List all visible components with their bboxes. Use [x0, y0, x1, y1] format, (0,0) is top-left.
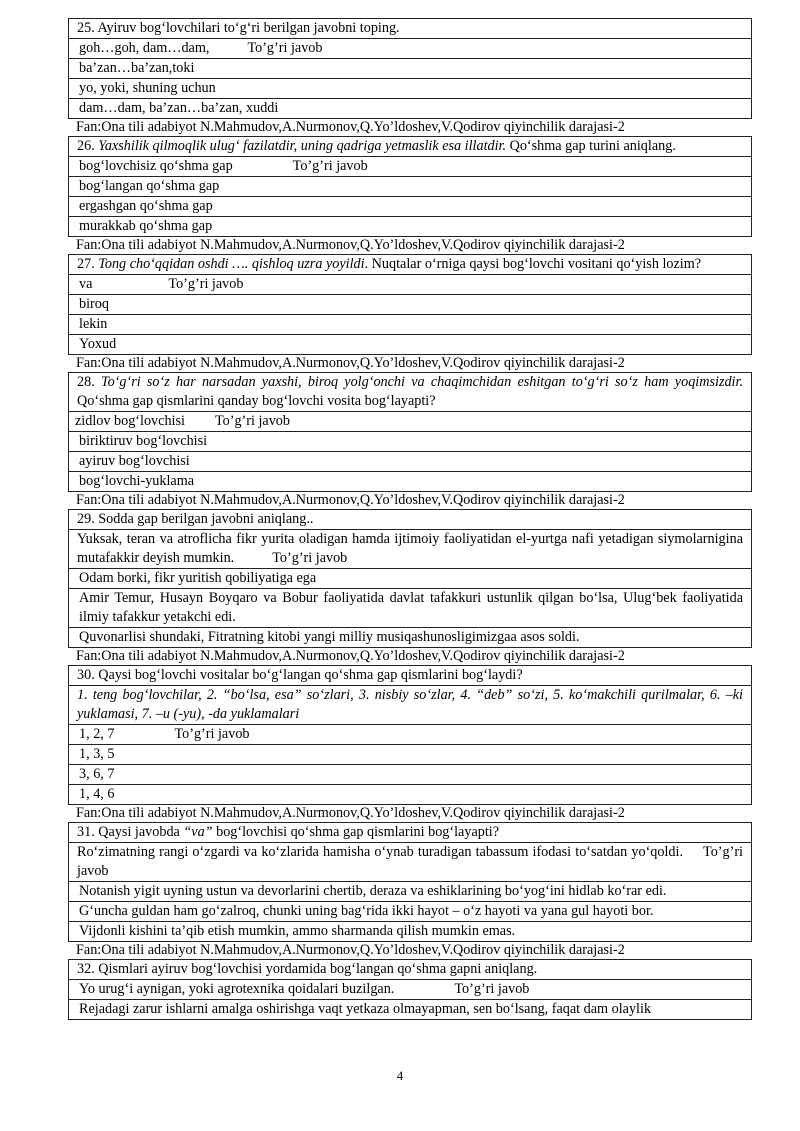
meta-line: Fan:Ona tili adabiyot N.Mahmudov,A.Nurmonov,Q.Yo’ldoshev,V.Qodirov qiyinchilik darajasi-2 — [76, 119, 625, 135]
correct-answer-mark: To’g’ri javob — [168, 276, 244, 292]
correct-answer-mark: To’g’ri javob — [272, 550, 348, 566]
q29-option-1: Yuksak, teran va atroflicha fikr yurita oladigan hamda ijtimoiy faoliyatidan el-yurtga nafi yetadigan siymolarnigina mutafakkir deyish mumkin. To’g’ri javob — [69, 529, 751, 568]
correct-answer-mark: To’g’ri javob — [454, 981, 530, 997]
question-26-text: 26. Yaxshilik qilmoqlik ulug‘ fazilatdir, uning qadriga yetmaslik esa illatdir. Qo‘shma gap turini aniqlang. — [77, 138, 676, 154]
question-27-text: 27. Tong cho‘qqidan oshdi …. qishloq uzra yoyildi. Nuqtalar o‘rniga qaysi bog‘lovchi vositani qo‘yish lozim? — [77, 256, 702, 272]
q28-option-3: ayiruv bog‘lovchisi — [69, 451, 751, 471]
q30-option-1: 1, 2, 7 To’g’ri javob — [69, 724, 751, 744]
q26-option-1: bog‘lovchisiz qo‘shma gap To’g’ri javob — [69, 156, 751, 176]
q26-option-4: murakkab qo‘shma gap — [69, 216, 751, 236]
question-25-text: 25. Ayiruv bog‘lovchilari to‘g‘ri berilgan javobni toping. — [77, 20, 400, 36]
meta-line: Fan:Ona tili adabiyot N.Mahmudov,A.Nurmonov,Q.Yo’ldoshev,V.Qodirov qiyinchilik darajasi-2 — [76, 237, 625, 253]
question-26 — [68, 136, 752, 237]
meta-line: Fan:Ona tili adabiyot N.Mahmudov,A.Nurmonov,Q.Yo’ldoshev,V.Qodirov qiyinchilik darajasi-2 — [76, 492, 625, 508]
q31-option-2: Notanish yigit uyning ustun va devorlarini chertib, deraza va eshiklarining bo‘yog‘ini hidlab ko‘rar edi. — [69, 881, 751, 901]
question-25 — [68, 18, 752, 119]
q27-option-4: Yoxud — [69, 334, 751, 354]
q32-option-2: Rejadagi zarur ishlarni amalga oshirishga vaqt yetkaza olmayapman, sen bo‘lsang, faqat dam olaylik — [69, 999, 751, 1019]
meta-line: Fan:Ona tili adabiyot N.Mahmudov,A.Nurmonov,Q.Yo’ldoshev,V.Qodirov qiyinchilik darajasi-2 — [76, 648, 625, 664]
page-number: 4 — [396, 1068, 404, 1083]
q32-option-1: Yo urug‘i aynigan, yoki agrotexnika qoidalari buzilgan. To’g’ri javob — [69, 979, 751, 999]
question-27 — [68, 254, 752, 355]
question-31-text: 31. Qaysi javobda “va” bog‘lovchisi qo‘shma gap qismlarini bog‘layapti? — [77, 824, 500, 840]
q27-option-2: biroq — [69, 294, 751, 314]
q26-option-2: bog‘langan qo‘shma gap — [69, 176, 751, 196]
document — [68, 18, 752, 1020]
correct-answer-mark: To’g’ri javob — [292, 158, 368, 174]
q28-option-4: bog‘lovchi-yuklama — [69, 471, 751, 491]
question-29-text: 29. Sodda gap berilgan javobni aniqlang.. — [77, 511, 314, 527]
q25-option-2: ba’zan…ba’zan,toki — [69, 58, 751, 78]
q25-option-4: dam…dam, ba’zan…ba’zan, xuddi — [69, 98, 751, 118]
question-31 — [68, 822, 752, 942]
q27-option-3: lekin — [69, 314, 751, 334]
q25-option-3: yo, yoki, shuning uchun — [69, 78, 751, 98]
meta-line: Fan:Ona tili adabiyot N.Mahmudov,A.Nurmonov,Q.Yo’ldoshev,V.Qodirov qiyinchilik darajasi-2 — [76, 355, 625, 371]
question-32 — [68, 959, 752, 1020]
question-28 — [68, 372, 752, 492]
q27-option-1: va To’g’ri javob — [69, 274, 751, 294]
meta-line: Fan:Ona tili adabiyot N.Mahmudov,A.Nurmonov,Q.Yo’ldoshev,V.Qodirov qiyinchilik darajasi-2 — [76, 805, 625, 821]
correct-answer-mark: To’g’ri javob — [174, 726, 250, 742]
q29-option-4: Quvonarlisi shundaki, Fitratning kitobi yangi milliy musiqashunosligimizgaa asos soldi. — [69, 627, 751, 647]
q28-option-1: zidlov bog‘lovchisi To’g’ri javob — [69, 411, 751, 431]
meta-line: Fan:Ona tili adabiyot N.Mahmudov,A.Nurmonov,Q.Yo’ldoshev,V.Qodirov qiyinchilik darajasi-2 — [76, 942, 625, 958]
correct-answer-mark: To’g’ri javob — [214, 413, 290, 429]
q30-option-3: 3, 6, 7 — [69, 764, 751, 784]
q30-option-2: 1, 3, 5 — [69, 744, 751, 764]
q31-option-1: Ro‘zimatning rangi o‘zgardi va ko‘zlarida hamisha o‘ynab turadigan tabassum ifodasi to‘satdan yo‘qoldi. To’g’ri javob — [69, 842, 751, 881]
correct-answer-mark: To’g’ri javob — [77, 844, 743, 879]
question-29 — [68, 509, 752, 648]
q26-option-3: ergashgan qo‘shma gap — [69, 196, 751, 216]
question-28-text: 28. To‘g‘ri so‘z har narsadan yaxshi, biroq yolg‘onchi va chaqimchidan eshitgan to‘g‘ri so‘z ham yoqimsizdir. Qo‘shma gap qismlarini qanday bog‘lovchi vosita bog‘layapti? — [77, 374, 743, 409]
question-32-text: 32. Qismlari ayiruv bog‘lovchisi yordamida bog‘langan qo‘shma gapni aniqlang. — [77, 961, 538, 977]
question-30 — [68, 665, 752, 805]
q28-option-2: biriktiruv bog‘lovchisi — [69, 431, 751, 451]
q30-option-4: 1, 4, 6 — [69, 784, 751, 804]
question-30-list: 1. teng bog‘lovchilar, 2. “bo‘lsa, esa” so‘zlari, 3. nisbiy so‘zlar, 4. “deb” so‘zi, 5. ko‘makchili qurilmalar, 6. –ki yuklamasi, 7. –u (-yu), -da yuklamalari — [69, 685, 751, 724]
q25-option-1: goh…goh, dam…dam, To’g’ri javob — [69, 38, 751, 58]
question-30-text: 30. Qaysi bog‘lovchi vositalar bo‘g‘langan qo‘shma gap qismlarini bog‘laydi? — [77, 667, 523, 683]
q29-option-2: Odam borki, fikr yuritish qobiliyatiga ega — [69, 568, 751, 588]
q31-option-3: G‘uncha guldan ham go‘zalroq, chunki uning bag‘rida ikki hayot – o‘z hayoti va yana gul hayoti bor. — [69, 901, 751, 921]
q31-option-4: Vijdonli kishini ta’qib etish mumkin, ammo sharmanda qilish mumkin emas. — [69, 921, 751, 941]
q29-option-3: Amir Temur, Husayn Boyqaro va Bobur faoliyatida davlat tafakkuri ustunlik qilgan bo‘lsa, Ulug‘bek faoliyatida ilmiy tafakkur yetakchi edi. — [69, 588, 751, 627]
correct-answer-mark: To’g’ri javob — [247, 40, 323, 56]
